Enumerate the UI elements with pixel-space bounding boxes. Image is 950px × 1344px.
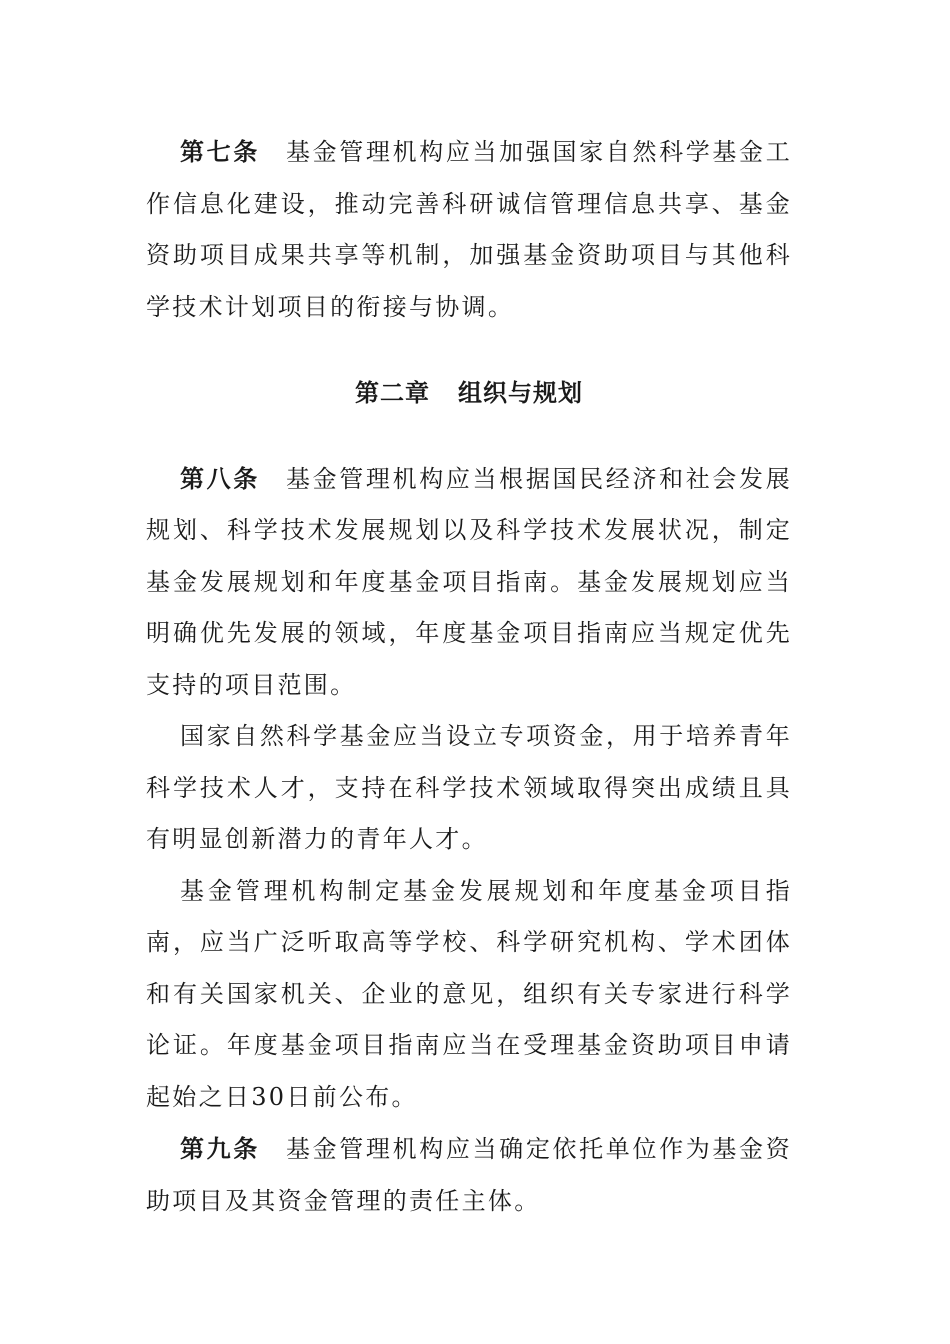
- article-9-label: 第九条: [180, 1134, 260, 1163]
- article-9-text: 基金管理机构应当确定依托单位作为基金资助项目及其资金管理的责任主体。: [146, 1135, 793, 1215]
- document-page: [146, 126, 792, 1227]
- chapter-title: 组织与规划: [458, 378, 583, 407]
- article-8: [146, 453, 792, 712]
- article-8-paragraph-2: 国家自然科学基金应当设立专项资金，用于培养青年科学技术人才，支持在科学技术领域取得突出成绩且具有明显创新潜力的青年人才。: [146, 722, 792, 853]
- article-8-label: 第八条: [180, 463, 260, 493]
- article-7-label: 第七条: [180, 137, 260, 166]
- chapter-heading: [146, 367, 792, 419]
- chapter-number: 第二章: [355, 378, 430, 407]
- article-8-paragraph-3: 基金管理机构制定基金发展规划和年度基金项目指南，应当广泛听取高等学校、科学研究机构、学术团体和有关国家机关、企业的意见，组织有关专家进行科学论证。年度基金项目指南应当在受理基金资助项目申请起始之日30日前公布。: [146, 876, 792, 1111]
- article-7-text: 基金管理机构应当加强国家自然科学基金工作信息化建设，推动完善科研诚信管理信息共享、基金资助项目成果共享等机制，加强基金资助项目与其他科学技术计划项目的衔接与协调。: [146, 138, 793, 321]
- article-8-text: 基金管理机构应当根据国民经济和社会发展规划、科学技术发展规划以及科学技术发展状况，制定基金发展规划和年度基金项目指南。基金发展规划应当明确优先发展的领域，年度基金项目指南应当规定优先支持的项目范围。: [146, 464, 793, 699]
- article-9: [146, 1123, 792, 1227]
- article-7: [146, 126, 792, 333]
